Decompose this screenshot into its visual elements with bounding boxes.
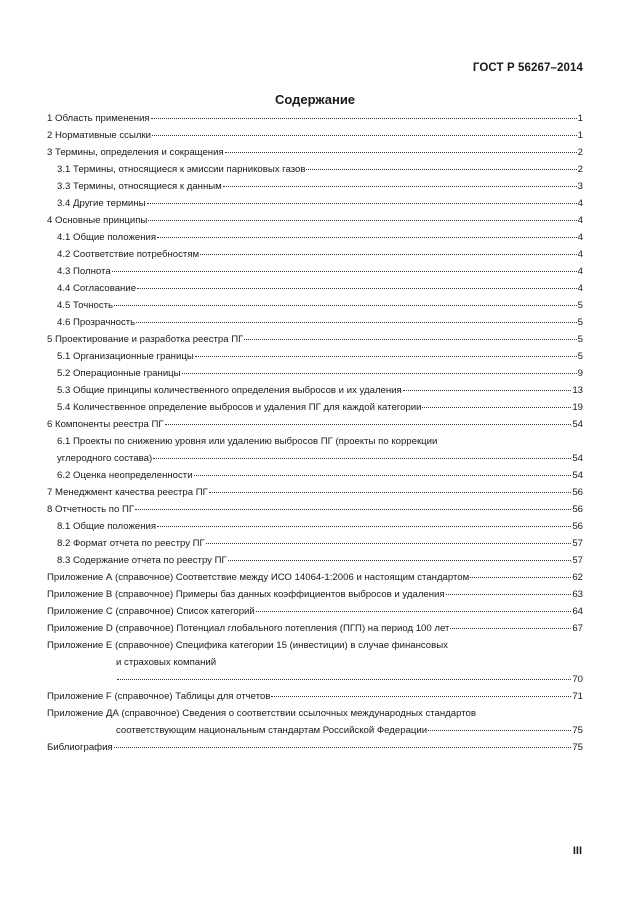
toc-entry-title: 3.4 Другие термины: [57, 198, 146, 209]
toc-entry-title: Приложение А (справочное) Соответствие между ИСО 14064-1:2006 и настоящим стандартом: [47, 572, 470, 583]
dot-leader: [165, 424, 572, 425]
dot-leader: [200, 254, 577, 255]
toc-entry-title: 5.1 Организационные границы: [57, 351, 194, 362]
toc-entry-title: 4.4 Согласование: [57, 283, 137, 294]
toc-entry[interactable]: [47, 263, 583, 280]
toc-entry-page: 62: [572, 572, 583, 583]
toc-title: Содержание: [274, 92, 356, 107]
toc-entry-title: 2 Нормативные ссылки: [47, 130, 152, 141]
dot-leader: [470, 577, 571, 578]
toc-entry-page: 54: [572, 470, 583, 481]
toc-entry[interactable]: [47, 569, 583, 586]
toc-entry-page: 64: [572, 606, 583, 617]
toc-entry[interactable]: [47, 620, 583, 637]
toc-entry-page: 54: [572, 419, 583, 430]
toc-entry[interactable]: [47, 127, 583, 144]
page-number: III: [572, 845, 582, 857]
toc-entry-line: и страховых компаний: [116, 657, 217, 668]
dot-leader: [195, 356, 577, 357]
toc-entry[interactable]: [47, 331, 583, 348]
toc-entry-title: 3.1 Термины, относящиеся к эмиссии парниковых газов: [57, 164, 306, 175]
dot-leader: [151, 118, 577, 119]
dot-leader: [422, 407, 571, 408]
toc-entry-page: 1: [577, 130, 583, 141]
toc-entry-line: Приложение Е (справочное) Специфика категории 15 (инвестиции) в случае финансовых: [47, 640, 448, 651]
dot-leader: [306, 169, 576, 170]
toc-entry[interactable]: [47, 586, 583, 603]
toc-entry[interactable]: [47, 348, 583, 365]
toc-entry[interactable]: [47, 501, 583, 518]
toc-entry[interactable]: [47, 467, 583, 484]
toc-entry-page: 4: [577, 198, 583, 209]
toc-entry[interactable]: [47, 365, 583, 382]
dot-leader: [148, 220, 576, 221]
toc-entry-title: 4 Основные принципы: [47, 215, 148, 226]
toc-entry-title: 8.3 Содержание отчета по реестру ПГ: [57, 555, 227, 566]
dot-leader: [403, 390, 572, 391]
toc-entry-title: 8.2 Формат отчета по реестру ПГ: [57, 538, 205, 549]
dot-leader: [153, 458, 571, 459]
toc-entry[interactable]: [47, 110, 583, 127]
dot-leader: [157, 237, 577, 238]
toc-entry-page: 3: [577, 181, 583, 192]
toc-entry-page: 56: [572, 487, 583, 498]
toc-entry-title: 4.6 Прозрачность: [57, 317, 136, 328]
toc-entry[interactable]: [47, 416, 583, 433]
toc-entry-title: соответствующим национальным стандартам Российской Федерации: [116, 725, 428, 736]
toc-entry-page: 19: [572, 402, 583, 413]
toc-entry[interactable]: [47, 688, 583, 705]
toc-entry-page: 4: [577, 249, 583, 260]
toc-entry-title: 6.2 Оценка неопределенности: [57, 470, 193, 481]
dot-leader: [223, 186, 577, 187]
toc-entry-page: 4: [577, 232, 583, 243]
toc-entry[interactable]: [47, 518, 583, 535]
dot-leader: [137, 288, 577, 289]
dot-leader: [228, 560, 572, 561]
toc-entry-page: 9: [577, 368, 583, 379]
toc-entry-title: 7 Менеджмент качества реестра ПГ: [47, 487, 208, 498]
toc-entry-page: 1: [577, 113, 583, 124]
toc-entry[interactable]: [47, 722, 583, 739]
toc-entry-page: 56: [572, 504, 583, 515]
toc-entry-page: 75: [572, 725, 583, 736]
dot-leader: [147, 203, 577, 204]
toc-entry-title: Библиография: [47, 742, 113, 753]
toc-entry-page: 5: [577, 300, 583, 311]
dot-leader: [135, 509, 571, 510]
toc-entry-page: 71: [572, 691, 583, 702]
toc-entry[interactable]: [47, 671, 583, 688]
toc-entry-page: 5: [577, 351, 583, 362]
toc-entry-line: Приложение ДА (справочное) Сведения о соответствии ссылочных международных стандартов: [47, 708, 476, 719]
dot-leader: [271, 696, 571, 697]
dot-leader: [450, 628, 571, 629]
dot-leader: [225, 152, 577, 153]
toc-entry[interactable]: [47, 399, 583, 416]
toc-entry[interactable]: [47, 739, 583, 756]
toc-entry-page: 63: [572, 589, 583, 600]
dot-leader: [136, 322, 577, 323]
toc-entry-title: углеродного состава): [57, 453, 153, 464]
toc-entry[interactable]: [47, 552, 583, 569]
toc-entry-title: 3.3 Термины, относящиеся к данным: [57, 181, 222, 192]
dot-leader: [157, 526, 571, 527]
toc-entry[interactable]: [47, 144, 583, 161]
toc-entry-page: 5: [577, 317, 583, 328]
toc-entry[interactable]: [47, 450, 583, 467]
toc-entry-title: 5.3 Общие принципы количественного определения выбросов и их удаления: [57, 385, 402, 396]
dot-leader: [152, 135, 577, 136]
toc-entry-title: 3 Термины, определения и сокращения: [47, 147, 224, 158]
toc-entry[interactable]: [47, 195, 583, 212]
toc-entry-page: 4: [577, 266, 583, 277]
toc-entry[interactable]: [47, 535, 583, 552]
dot-leader: [428, 730, 571, 731]
toc-entry[interactable]: [47, 484, 583, 501]
dot-leader: [206, 543, 572, 544]
toc-entry-title: Приложение В (справочное) Примеры баз данных коэффициентов выбросов и удаления: [47, 589, 445, 600]
toc-entry[interactable]: [47, 297, 583, 314]
toc-entry-title: 6 Компоненты реестра ПГ: [47, 419, 164, 430]
toc-entry[interactable]: [47, 161, 583, 178]
toc-entry-page: 67: [572, 623, 583, 634]
toc-entry-page: 70: [572, 674, 583, 685]
toc-entry-page: 2: [577, 147, 583, 158]
toc-entry-title: 4.3 Полнота: [57, 266, 111, 277]
toc-entry-line: 6.1 Проекты по снижению уровня или удалению выбросов ПГ (проекты по коррекции: [57, 436, 438, 447]
toc-entry-page: 57: [572, 538, 583, 549]
toc-entry[interactable]: [47, 178, 583, 195]
toc-entry-page: 5: [577, 334, 583, 345]
dot-leader: [182, 373, 577, 374]
toc-entry[interactable]: [47, 280, 583, 297]
dot-leader: [114, 305, 577, 306]
toc-entry-title: 4.5 Точность: [57, 300, 114, 311]
dot-leader: [446, 594, 572, 595]
toc-entry-page: 57: [572, 555, 583, 566]
document-code: ГОСТ Р 56267–2014: [472, 62, 583, 74]
toc-entry-title: 1 Область применения: [47, 113, 150, 124]
toc-entry[interactable]: [47, 382, 583, 399]
toc-entry-page: 75: [572, 742, 583, 753]
toc-entry[interactable]: [47, 246, 583, 263]
toc-entry-page: 54: [572, 453, 583, 464]
dot-leader: [256, 611, 572, 612]
toc-entry-page: 4: [577, 215, 583, 226]
dot-leader: [114, 747, 572, 748]
toc-entry-title: Приложение D (справочное) Потенциал глобального потепления (ПГП) на период 100 лет: [47, 623, 450, 634]
toc-entry[interactable]: [47, 212, 583, 229]
toc-entry[interactable]: [47, 229, 583, 246]
toc-entry-page: 56: [572, 521, 583, 532]
toc-entry-title: Приложение С (справочное) Список категорий: [47, 606, 255, 617]
toc-entry-title: 4.2 Соответствие потребностям: [57, 249, 200, 260]
dot-leader: [209, 492, 571, 493]
toc-entry-title: 4.1 Общие положения: [57, 232, 157, 243]
toc-entry-title: 5 Проектирование и разработка реестра ПГ: [47, 334, 244, 345]
toc-entry-page: 13: [572, 385, 583, 396]
toc-entry-title: Приложение F (справочное) Таблицы для отчетов: [47, 691, 271, 702]
dot-leader: [112, 271, 577, 272]
toc-entry-title: 5.2 Операционные границы: [57, 368, 181, 379]
toc-entry[interactable]: [47, 314, 583, 331]
table-of-contents: [47, 110, 583, 756]
toc-entry[interactable]: [47, 603, 583, 620]
dot-leader: [117, 679, 571, 680]
dot-leader: [194, 475, 572, 476]
toc-entry-title: 8.1 Общие положения: [57, 521, 157, 532]
toc-entry-page: 4: [577, 283, 583, 294]
toc-entry-title: 5.4 Количественное определение выбросов и удаления ПГ для каждой категории: [57, 402, 422, 413]
dot-leader: [244, 339, 576, 340]
toc-entry-title: 8 Отчетность по ПГ: [47, 504, 135, 515]
toc-entry-page: 2: [577, 164, 583, 175]
